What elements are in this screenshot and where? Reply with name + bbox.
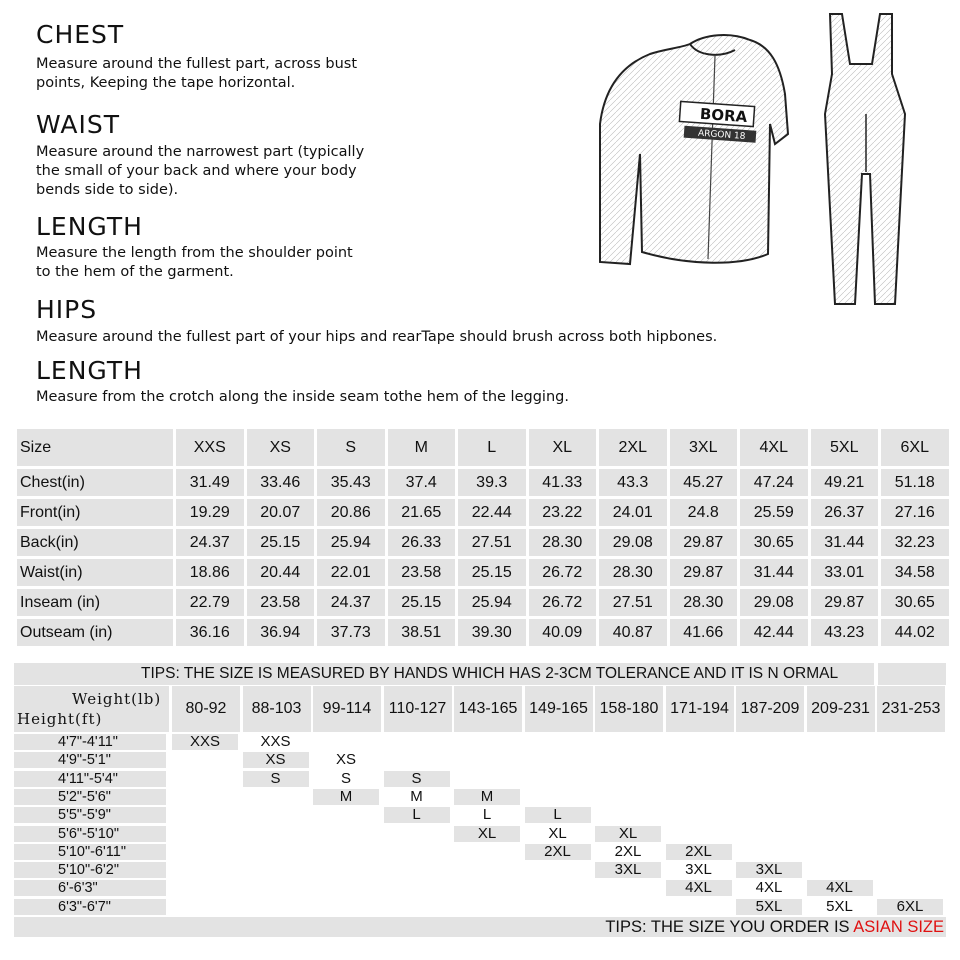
size-value-cell: 29.08	[599, 529, 667, 556]
recommended-size-cell: 4XL	[755, 879, 783, 897]
size-table-row	[17, 619, 949, 646]
size-header-cell: S	[317, 429, 385, 466]
weight-range-cell: 187-209	[736, 686, 804, 732]
weight-range-cell: 231-253	[877, 686, 945, 732]
size-value-cell: 29.87	[670, 559, 738, 586]
size-value-cell: 18.86	[176, 559, 244, 586]
size-value-cell: 22.44	[458, 499, 526, 526]
size-value-cell: 36.16	[176, 619, 244, 646]
size-value-cell: 40.09	[529, 619, 597, 646]
size-value-cell: 27.51	[599, 589, 667, 616]
size-value-cell: 39.30	[458, 619, 526, 646]
size-value-cell: 26.72	[529, 559, 597, 586]
size-value-cell: 24.01	[599, 499, 667, 526]
size-value-cell: 20.07	[247, 499, 315, 526]
size-value-cell: 24.37	[176, 529, 244, 556]
size-value-cell: 32.23	[881, 529, 949, 556]
height-range-label: 5'10"-6'2"	[58, 862, 119, 879]
size-value-cell: 36.94	[247, 619, 315, 646]
recommended-size-cell: XS	[243, 752, 309, 768]
bib-tights-outline	[825, 14, 905, 304]
recommended-size-cell: 4XL	[807, 880, 873, 896]
size-value-cell: 24.8	[670, 499, 738, 526]
height-range-cell	[14, 844, 166, 860]
size-header-cell: XS	[247, 429, 315, 466]
tolerance-tip-text: TIPS: THE SIZE IS MEASURED BY HANDS WHICH HAS 2-3CM TOLERANCE AND IT IS N ORMAL	[141, 665, 839, 682]
recommended-size-cell: 2XL	[614, 842, 642, 860]
asian-size-tip-highlight: ASIAN SIZE	[853, 918, 944, 936]
size-value-cell: 20.44	[247, 559, 315, 586]
row-label: Inseam (in)	[17, 589, 173, 616]
height-range-label: 5'10"-6'11"	[58, 843, 126, 860]
recommended-size-cell: XS	[335, 751, 356, 769]
size-value-cell: 35.43	[317, 469, 385, 496]
size-value-cell: 25.94	[317, 529, 385, 556]
height-range-label: 6'-6'3"	[58, 880, 98, 897]
recommended-size-cell: 3XL	[736, 862, 802, 878]
size-table-row	[17, 589, 949, 616]
row-label: Back(in)	[17, 529, 173, 556]
size-header-label: Size	[17, 429, 173, 466]
recommended-size-cell: L	[525, 807, 591, 823]
size-value-cell: 27.16	[881, 499, 949, 526]
row-label: Chest(in)	[17, 469, 173, 496]
asian-size-tip-prefix: TIPS: THE SIZE YOU ORDER IS	[605, 918, 854, 936]
size-value-cell: 22.01	[317, 559, 385, 586]
size-header-cell: XXS	[176, 429, 244, 466]
row-label: Waist(in)	[17, 559, 173, 586]
size-header-cell: 3XL	[670, 429, 738, 466]
tolerance-tip	[14, 663, 946, 685]
size-header-cell: XL	[529, 429, 597, 466]
weight-height-label-cell	[14, 686, 169, 732]
measure-desc-line: the small of your back and where your body	[36, 163, 357, 179]
asian-size-tip	[14, 917, 946, 937]
measure-desc-line: Measure the length from the shoulder point	[36, 245, 353, 261]
recommended-size-cell: S	[384, 771, 450, 787]
recommended-size-cell: M	[313, 789, 379, 805]
size-header-cell: 2XL	[599, 429, 667, 466]
recommended-size-cell: 5XL	[736, 899, 802, 915]
size-header-cell: 5XL	[811, 429, 879, 466]
size-header-row	[17, 429, 949, 466]
weight-range-cell: 99-114	[313, 686, 381, 732]
size-value-cell: 33.46	[247, 469, 315, 496]
measure-heading-hips: HIPS	[36, 295, 98, 324]
height-range-cell	[14, 734, 166, 750]
size-value-cell: 37.73	[317, 619, 385, 646]
size-value-cell: 26.37	[811, 499, 879, 526]
height-range-cell	[14, 862, 166, 878]
size-value-cell: 19.29	[176, 499, 244, 526]
weight-range-cell: 209-231	[807, 686, 875, 732]
height-range-label: 4'9"-5'1"	[58, 752, 111, 769]
recommended-size-cell: 2XL	[525, 844, 591, 860]
size-value-cell: 28.30	[599, 559, 667, 586]
size-value-cell: 25.59	[740, 499, 808, 526]
recommended-size-cell: 5XL	[826, 897, 853, 915]
measure-heading-chest: CHEST	[36, 20, 125, 49]
row-label: Outseam (in)	[17, 619, 173, 646]
size-value-cell: 40.87	[599, 619, 667, 646]
size-value-cell: 23.58	[247, 589, 315, 616]
size-value-cell: 28.30	[670, 589, 738, 616]
height-range-cell	[14, 826, 166, 842]
size-value-cell: 45.27	[670, 469, 738, 496]
size-value-cell: 41.33	[529, 469, 597, 496]
size-value-cell: 23.58	[388, 559, 456, 586]
recommended-size-cell: 2XL	[666, 844, 732, 860]
height-range-label: 4'7"-4'11"	[58, 734, 118, 750]
size-value-cell: 39.3	[458, 469, 526, 496]
height-range-cell	[14, 880, 166, 896]
size-value-cell: 28.30	[529, 529, 597, 556]
recommended-size-cell: L	[482, 806, 492, 824]
size-table-row	[17, 499, 949, 526]
size-header-cell: 6XL	[881, 429, 949, 466]
height-range-cell	[14, 899, 166, 915]
size-value-cell: 44.02	[881, 619, 949, 646]
recommended-size-cell: 3XL	[685, 861, 712, 879]
size-value-cell: 31.49	[176, 469, 244, 496]
height-range-cell	[14, 789, 166, 805]
size-value-cell: 38.51	[388, 619, 456, 646]
measure-desc-line: Measure around the fullest part, across bust	[36, 56, 358, 72]
size-header-cell: M	[388, 429, 456, 466]
size-table-row	[17, 469, 949, 496]
size-header-cell: L	[458, 429, 526, 466]
weight-range-cell: 80-92	[172, 686, 240, 732]
size-value-cell: 21.65	[388, 499, 456, 526]
size-value-cell: 51.18	[881, 469, 949, 496]
size-value-cell: 26.33	[388, 529, 456, 556]
height-range-label: 5'2"-5'6"	[58, 788, 111, 805]
size-value-cell: 30.65	[881, 589, 949, 616]
height-range-label: 5'6"-5'10"	[58, 825, 119, 842]
size-value-cell: 24.37	[317, 589, 385, 616]
size-chart-table	[14, 426, 952, 649]
recommended-size-cell: 6XL	[877, 899, 943, 915]
measure-desc-line: points, Keeping the tape horizontal.	[36, 75, 296, 91]
height-range-label: 5'5"-5'9"	[58, 807, 111, 824]
recommended-size-cell: XL	[548, 824, 567, 842]
weight-label: Weight(lb)	[72, 690, 162, 708]
weight-range-cell: 88-103	[243, 686, 311, 732]
size-value-cell: 43.3	[599, 469, 667, 496]
height-range-cell	[14, 807, 166, 823]
size-value-cell: 31.44	[811, 529, 879, 556]
weight-range-cell: 143-165	[454, 686, 522, 732]
recommended-size-cell: S	[243, 771, 309, 787]
weight-range-cell: 149-165	[525, 686, 593, 732]
size-value-cell: 43.23	[811, 619, 879, 646]
size-value-cell: 34.58	[881, 559, 949, 586]
height-range-label: 4'11"-5'4"	[58, 770, 118, 787]
height-range-label: 6'3"-6'7"	[58, 898, 111, 915]
measure-desc-line: Measure around the fullest part of your hips and rearTape should brush across both hipbones.	[36, 329, 718, 345]
size-value-cell: 49.21	[811, 469, 879, 496]
size-value-cell: 30.65	[740, 529, 808, 556]
jersey-bib-illustration	[580, 4, 940, 314]
recommended-size-cell: S	[340, 769, 351, 787]
recommended-size-cell: M	[410, 787, 423, 805]
size-value-cell: 41.66	[670, 619, 738, 646]
measure-heading-length: LENGTH	[36, 356, 143, 385]
size-value-cell: 25.94	[458, 589, 526, 616]
size-value-cell: 31.44	[740, 559, 808, 586]
weight-range-cell: 171-194	[666, 686, 734, 732]
row-label: Front(in)	[17, 499, 173, 526]
size-value-cell: 37.4	[388, 469, 456, 496]
size-table-row	[17, 559, 949, 586]
size-value-cell: 26.72	[529, 589, 597, 616]
size-header-cell: 4XL	[740, 429, 808, 466]
recommended-size-cell: M	[454, 789, 520, 805]
size-value-cell: 25.15	[458, 559, 526, 586]
recommended-size-cell: XXS	[172, 734, 238, 750]
size-value-cell: 22.79	[176, 589, 244, 616]
measure-desc-line: Measure around the narrowest part (typically	[36, 144, 365, 160]
recommended-size-cell: XL	[454, 826, 520, 842]
recommended-size-cell: 4XL	[666, 880, 732, 896]
size-value-cell: 42.44	[740, 619, 808, 646]
size-value-cell: 20.86	[317, 499, 385, 526]
measure-heading-waist: WAIST	[36, 110, 120, 139]
measure-desc-line: Measure from the crotch along the inside seam tothe hem of the legging.	[36, 389, 569, 405]
size-value-cell: 25.15	[247, 529, 315, 556]
measure-heading-length: LENGTH	[36, 212, 143, 241]
size-value-cell: 25.15	[388, 589, 456, 616]
jersey-brand-text: BORA	[699, 104, 748, 127]
recommended-size-cell: XXS	[260, 733, 291, 750]
size-value-cell: 27.51	[458, 529, 526, 556]
height-range-cell	[14, 752, 166, 768]
size-value-cell: 23.22	[529, 499, 597, 526]
size-value-cell: 29.87	[811, 589, 879, 616]
weight-range-cell: 110-127	[384, 686, 452, 732]
height-range-cell	[14, 771, 166, 787]
measure-desc-line: to the hem of the garment.	[36, 264, 234, 280]
size-value-cell: 47.24	[740, 469, 808, 496]
size-table-row	[17, 529, 949, 556]
recommended-size-cell: XL	[595, 826, 661, 842]
jersey-sub-text: ARGON 18	[697, 128, 746, 142]
recommended-size-cell: 3XL	[595, 862, 661, 878]
size-value-cell: 29.87	[670, 529, 738, 556]
measure-desc-line: bends side to side).	[36, 182, 179, 198]
size-value-cell: 33.01	[811, 559, 879, 586]
recommended-size-cell: L	[384, 807, 450, 823]
size-value-cell: 29.08	[740, 589, 808, 616]
height-label: Height(ft)	[17, 710, 103, 728]
weight-range-cell: 158-180	[595, 686, 663, 732]
jersey-outline	[600, 35, 788, 264]
